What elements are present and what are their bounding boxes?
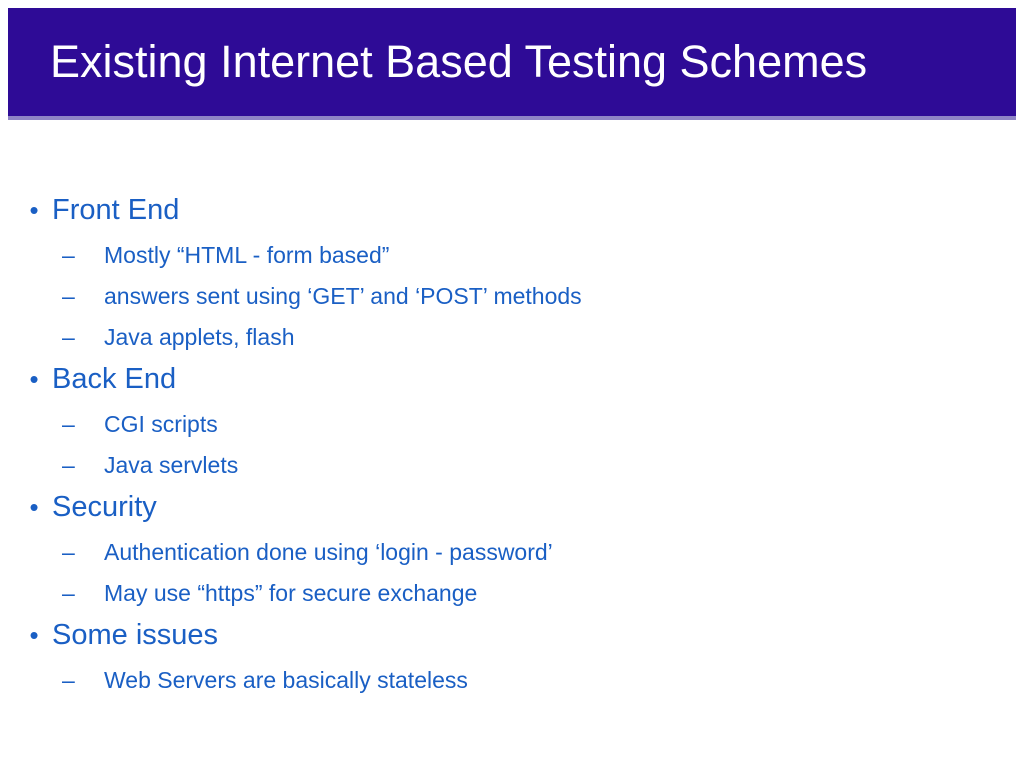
- list-item-level1: [8, 615, 1008, 655]
- list-item-level1-label: Back End: [52, 363, 177, 395]
- bullet-icon: •: [29, 492, 39, 522]
- bullet-icon: •: [29, 364, 39, 394]
- list-item-level2: [8, 277, 1008, 315]
- list-item-level1-label: Front End: [52, 194, 180, 226]
- dash-icon: –: [62, 580, 75, 606]
- list-item-level1-label: Some issues: [52, 619, 219, 651]
- list-item-level2-label: answers sent using ‘GET’ and ‘POST’ methods: [104, 283, 582, 309]
- list-item-level2-label: Web Servers are basically stateless: [104, 667, 468, 693]
- list-item-level2: [8, 574, 1008, 612]
- slide-left-margin: [0, 0, 8, 768]
- list-item-level2: [8, 446, 1008, 484]
- list-item-level2-label: May use “https” for secure exchange: [104, 580, 478, 606]
- slide-title-bar: [8, 8, 1016, 120]
- bullet-icon: •: [29, 195, 39, 225]
- bullet-group: [8, 615, 1008, 699]
- dash-icon: –: [62, 411, 75, 437]
- list-item-level1: [8, 359, 1008, 399]
- list-item-level2-label: Authentication done using ‘login - password’: [104, 539, 553, 565]
- list-item-level2-label: Java servlets: [104, 452, 239, 478]
- list-item-level1-label: Security: [52, 491, 157, 523]
- bullet-group: [8, 190, 1008, 356]
- bullet-icon: •: [29, 620, 39, 650]
- list-item-level2: [8, 318, 1008, 356]
- slide-body: [8, 190, 1008, 702]
- list-item-level1: [8, 487, 1008, 527]
- dash-icon: –: [62, 324, 75, 350]
- list-item-level2: [8, 661, 1008, 699]
- list-item-level2-label: Mostly “HTML - form based”: [104, 242, 390, 268]
- dash-icon: –: [62, 667, 75, 693]
- list-item-level1: [8, 190, 1008, 230]
- dash-icon: –: [62, 539, 75, 565]
- list-item-level2: [8, 236, 1008, 274]
- list-item-level2: [8, 533, 1008, 571]
- dash-icon: –: [62, 283, 75, 309]
- dash-icon: –: [62, 242, 75, 268]
- dash-icon: –: [62, 452, 75, 478]
- list-item-level2: [8, 405, 1008, 443]
- page-title: Existing Internet Based Testing Schemes: [50, 36, 868, 88]
- list-item-level2-label: Java applets, flash: [104, 324, 295, 350]
- list-item-level2-label: CGI scripts: [104, 411, 218, 437]
- bullet-group: [8, 487, 1008, 612]
- bullet-group: [8, 359, 1008, 484]
